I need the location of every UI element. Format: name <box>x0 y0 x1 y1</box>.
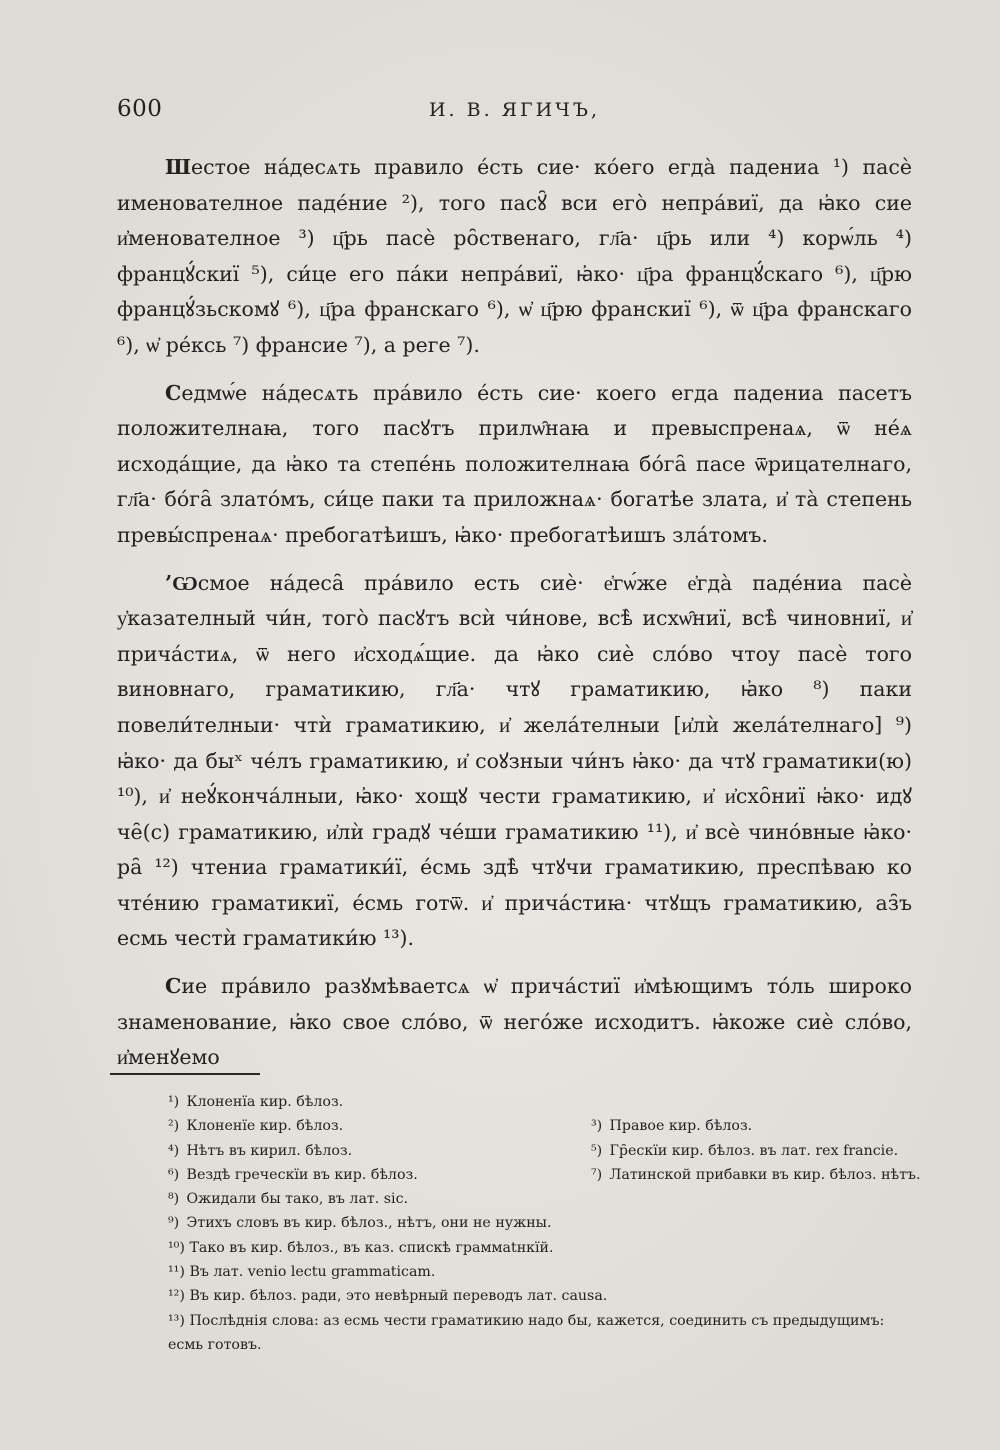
footnote-number: ²) <box>168 1118 180 1135</box>
paragraph-text: едмѡ́е на́десѧть пра́вило е́сть сие· коего егда падениа пасетъ положителнаꙗ, того пасꙋтъ прилѡ̑наꙗ и превыспренаѧ, ѿ не́ѧ исхода́щие, да ꙗ҆ко та степе́нь положителнаꙗ бо́га̑ пасе ѿрицателнаго, гл҃а· бо́га̑ злато́мъ, си́це паки та приложнаѧ· богатѣе злата, и҆ та̀ степень превы́спренаѧ· пребогатѣишъ, ꙗ҆ко· пребогатѣишъ зла́томъ. <box>117 380 912 547</box>
paragraph <box>117 566 912 958</box>
footnote <box>110 1139 533 1163</box>
paragraph-text: смое на́деса̑ пра́вило есть сиѐ· е҆гѡ́же е҆гда̀ паде́ниа пасѐ у҆казателный чи́н, того̀ пасꙋтъ всѝ чи́нове, всѣ̀ исхѡ̑ниї, всѣ̀ чиновниї, и҆ прича́стиѧ, ѿ него и҆сходѧ́щие. да ꙗ҆ко сиѐ сло́во чтоу пасѐ того виновнаго, граматикию, гл҃а· чтꙋ граматикию, ꙗ҆ко ⁸) паки повели́телныи· чтѝ граматикию, и҆ жела́телныи [и҆лѝ жела́телнаго] ⁹) ꙗ҆ко· да быˣ че́лъ граматикию, и҆ соꙋзныи чи́нъ ꙗ҆ко· да чтꙋ граматики(ю) ¹⁰), и҆ неꙋ́конча́лныи, ꙗ҆ко· хощꙋ чести граматикию, и҆ и҆схо̑ниї ꙗ҆ко· идꙋ че̑(с) граматикию, и҆лѝ градꙋ че́ши граматикию ¹¹), и҆ всѐ чино́вные ꙗ҆ко· ра̑ ¹²) чтениа граматики́ї, е́смь здѣ̀ чтꙋчи граматикию, преспѣваю ко чте́нию граматикиї, е́смь готѿ. и҆ прича́стиꙗ· чтꙋщъ граматикию, аз̑ъ есмь честѝ граматики́ю ¹³). <box>117 570 912 951</box>
page-header <box>117 96 912 130</box>
footnote <box>533 1139 898 1163</box>
footnote <box>533 1163 920 1187</box>
footnote <box>110 1309 915 1358</box>
page-number: 600 <box>117 96 163 122</box>
footnote-text: Правое кир. бѣлоз. <box>609 1118 753 1135</box>
footnote-number: ¹) <box>168 1094 180 1110</box>
footnote-row <box>110 1090 915 1114</box>
footnote-text: Клоненїа кир. бѣлоз. <box>186 1094 344 1110</box>
footnote-number: ¹⁰) <box>168 1239 185 1256</box>
footnote-text: Въ кир. бѣлоз. ради, это невѣрный переводъ лат. causa. <box>189 1288 608 1305</box>
running-head: И. В. ЯГИЧЪ, <box>428 99 600 121</box>
footnote <box>110 1163 533 1187</box>
footnote <box>110 1114 533 1138</box>
footnotes <box>110 1090 921 1357</box>
footnote-text: Ожидали бы тако, въ лат. sic. <box>186 1191 409 1208</box>
paragraph <box>117 376 912 554</box>
footnote <box>110 1236 554 1260</box>
footnote-row <box>110 1284 915 1308</box>
footnote-text: Латинской прибавки въ кир. бѣлоз. нѣтъ. <box>609 1166 921 1183</box>
footnote-text: Въ лат. venio lectu grammaticam. <box>189 1264 436 1281</box>
footnote-number: ¹³) <box>168 1312 185 1329</box>
footnote-text: Тако въ кир. бѣлоз., въ каз. спискѣ граммаtнкїй. <box>189 1239 554 1256</box>
paragraph-initial: ’Ѡ <box>165 570 198 595</box>
paragraph-text: ие пра́вило разꙋмѣваетсѧ ѡ҆ прича́стиї и҆мѣющимъ то́ль широко знаменование, ꙗ҆ко свое сло́во, ѿ него́же исходитъ. ꙗ҆коже сиѐ сло́во, и҆менꙋемо <box>117 974 912 1070</box>
footnote-row <box>110 1260 915 1284</box>
paragraph-initial: Ш <box>165 155 191 179</box>
footnote-number: ⁴) <box>168 1142 180 1159</box>
footnote-text: Нѣтъ въ кирил. бѣлоз. <box>186 1142 353 1159</box>
footnote-row <box>110 1309 915 1358</box>
footnote-text: Вездѣ греческїи въ кир. бѣлоз. <box>186 1166 418 1183</box>
footnote-row <box>110 1139 915 1163</box>
paragraph <box>117 150 912 364</box>
main-text <box>117 150 912 1076</box>
paragraph-initial: С <box>165 380 182 405</box>
footnote-number: ¹²) <box>168 1288 185 1305</box>
footnote-number: ⁹) <box>168 1215 180 1232</box>
paragraph <box>117 969 912 1076</box>
footnote-text: Клоненїе кир. бѣлоз. <box>186 1118 344 1135</box>
footnote-number: ¹¹) <box>168 1264 185 1281</box>
footnote <box>110 1211 551 1235</box>
footnote-text: Послѣднія слова: аз есмь чести граматикию надо бы, кажется, соединить съ предыдущимъ: есмь готовъ. <box>168 1312 885 1353</box>
footnote-row <box>110 1163 921 1187</box>
paragraph-text: естое на́десѧть правило е́сть сие· ко́его егда̀ падениа ¹) пасѐ именователное паде́ние ²), того пасꙋ̑ вси его̀ непра́виї, да ꙗ҆ко сие и҆менователное ³) ц҃рь пасѐ ро̑ственаго, гл҃а· ц҃рь или ⁴) корѡ́ль ⁴) францꙋ́скиї ⁵), си́це его па́ки непра́виї, ꙗ҆ко· ц҃ра францꙋ́скаго ⁶), ц҃рю францꙋ́зьскомꙋ ⁶), ц҃ра франскаго ⁶), ѡ҆ ц҃рю франскиї ⁶), ѿ ц҃ра франскаго ⁶), ѡ҆ ре́ксь ⁷) франсие ⁷), а реге ⁷). <box>117 155 912 357</box>
footnote <box>110 1284 607 1308</box>
footnote-text: Гр̑ескїи кир. бѣлоз. въ лат. rex francie. <box>609 1142 899 1159</box>
footnote <box>533 1114 752 1138</box>
footnote <box>110 1187 408 1211</box>
footnote-row <box>110 1187 915 1211</box>
paragraph-initial: С <box>165 974 182 999</box>
footnote-row <box>110 1114 915 1138</box>
footnote-row <box>110 1236 915 1260</box>
footnote <box>110 1260 435 1284</box>
footnote-separator <box>110 1073 260 1075</box>
footnote-number: ⁵) <box>591 1142 603 1159</box>
footnote-number: ³) <box>591 1118 603 1135</box>
footnote-row <box>110 1211 915 1235</box>
footnote-number: ⁶) <box>168 1166 180 1183</box>
footnote-number: ⁷) <box>591 1166 603 1183</box>
footnote <box>110 1090 533 1114</box>
footnote-number: ⁸) <box>168 1191 180 1208</box>
footnote-text: Этихъ словъ въ кир. бѣлоз., нѣтъ, они не нужны. <box>186 1215 552 1232</box>
